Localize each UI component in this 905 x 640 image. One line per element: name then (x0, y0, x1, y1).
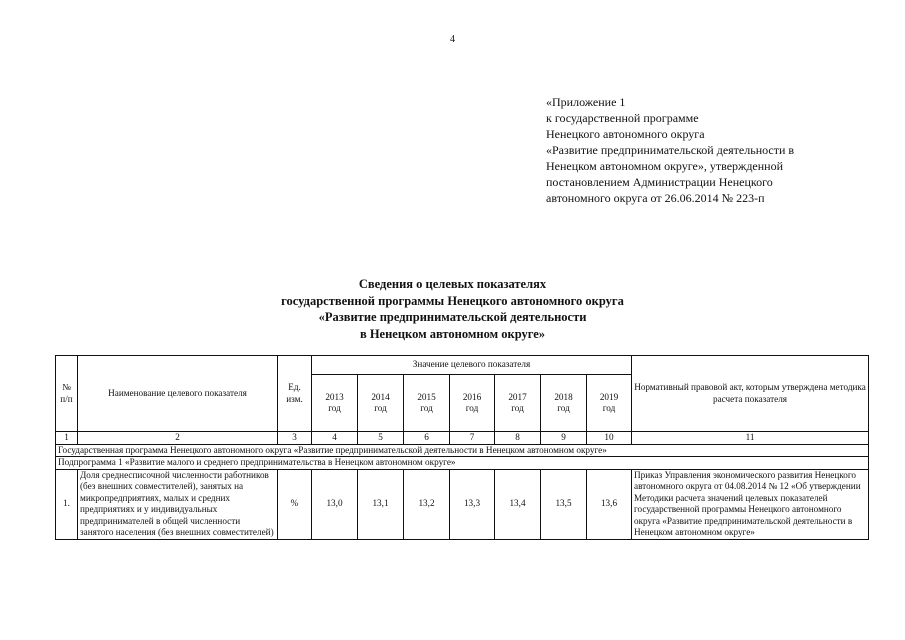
row-value-2017: 13,4 (495, 469, 541, 539)
header-unit: Ед. изм. (278, 356, 312, 432)
title-line: «Развитие предпринимательской деятельности (318, 310, 587, 324)
document-title (0, 276, 905, 342)
row-value-2016: 13,3 (450, 469, 495, 539)
year-suffix: год (511, 403, 524, 413)
year-label: 2014 (371, 391, 390, 402)
header-year-2016 (450, 375, 495, 432)
subprogram-row (56, 457, 869, 470)
subprogram-title: Подпрограмма 1 «Развитие малого и среднего предпринимательства в Ненецком автономном округе» (56, 457, 869, 470)
column-number: 3 (278, 432, 312, 445)
header-value-group: Значение целевого показателя (312, 356, 632, 375)
appendix-line: «Развитие предпринимательской деятельности в (546, 143, 795, 157)
row-indicator-name: Доля среднесписочной численности работников (без внешних совместителей), занятых на микропредприятиях, малых и средних предприятиях и у индивидуальных предпринимателей в общей численности занятого населения (без внешних совместителей) (78, 469, 278, 539)
program-row (56, 444, 869, 457)
header-year-2019 (587, 375, 632, 432)
appendix-line: Ненецкого автономного округа (546, 127, 705, 141)
appendix-block (546, 94, 876, 206)
header-num: № п/п (56, 356, 78, 432)
row-value-2013: 13,0 (312, 469, 358, 539)
column-number: 11 (632, 432, 869, 445)
column-number: 8 (495, 432, 541, 445)
year-label: 2015 (417, 391, 436, 402)
indicators-table (55, 355, 869, 540)
year-label: 2017 (508, 391, 527, 402)
row-value-2015: 13,2 (404, 469, 450, 539)
program-title: Государственная программа Ненецкого автономного округа «Развитие предпринимательской деятельности в Ненецком автономном округе» (56, 444, 869, 457)
row-value-2018: 13,5 (541, 469, 587, 539)
column-number-row (56, 432, 869, 445)
title-line: Сведения о целевых показателях (358, 277, 547, 291)
appendix-line: к государственной программе (546, 111, 699, 125)
header-legal-act: Нормативный правовой акт, которым утверждена методика расчета показателя (632, 356, 869, 432)
column-number: 4 (312, 432, 358, 445)
appendix-line: «Приложение 1 (546, 95, 626, 109)
column-number: 2 (78, 432, 278, 445)
year-label: 2013 (325, 391, 344, 402)
header-year-2014 (358, 375, 404, 432)
page-number: 4 (450, 34, 455, 45)
column-number: 10 (587, 432, 632, 445)
appendix-line: Ненецком автономном округе», утвержденной (546, 159, 784, 173)
title-line: государственной программы Ненецкого автономного округа (281, 293, 624, 308)
year-label: 2018 (554, 391, 573, 402)
table-row (56, 469, 869, 539)
header-year-2018 (541, 375, 587, 432)
row-value-2019: 13,6 (587, 469, 632, 539)
column-number: 7 (450, 432, 495, 445)
header-year-2017 (495, 375, 541, 432)
row-legal-act: Приказ Управления экономического развития Ненецкого автономного округа от 04.08.2014 № 12 «Об утверждении Методики расчета значений целевых показателей государственной программы Ненецкого автономного округа «Развитие предпринимательской деятельности в Ненецком автономном округе» (632, 469, 869, 539)
appendix-line: постановлением Администрации Ненецкого (546, 175, 773, 189)
appendix-line: автономного округа от 26.06.2014 № 223-п (546, 191, 765, 205)
year-suffix: год (420, 403, 433, 413)
title-line: в Ненецком автономном округе» (359, 326, 546, 341)
header-year-2013 (312, 375, 358, 432)
row-unit: % (278, 469, 312, 539)
year-suffix: год (557, 403, 570, 413)
year-suffix: год (465, 403, 479, 413)
year-suffix: год (374, 403, 387, 413)
year-label: 2019 (599, 391, 619, 402)
header-year-2015 (404, 375, 450, 432)
row-value-2014: 13,1 (358, 469, 404, 539)
column-number: 5 (358, 432, 404, 445)
header-indicator-name: Наименование целевого показателя (78, 356, 278, 432)
year-label: 2016 (462, 391, 482, 402)
row-num: 1. (56, 469, 78, 539)
column-number: 1 (56, 432, 78, 445)
year-suffix: год (602, 403, 616, 413)
column-number: 9 (541, 432, 587, 445)
column-number: 6 (404, 432, 450, 445)
year-suffix: год (328, 403, 341, 413)
